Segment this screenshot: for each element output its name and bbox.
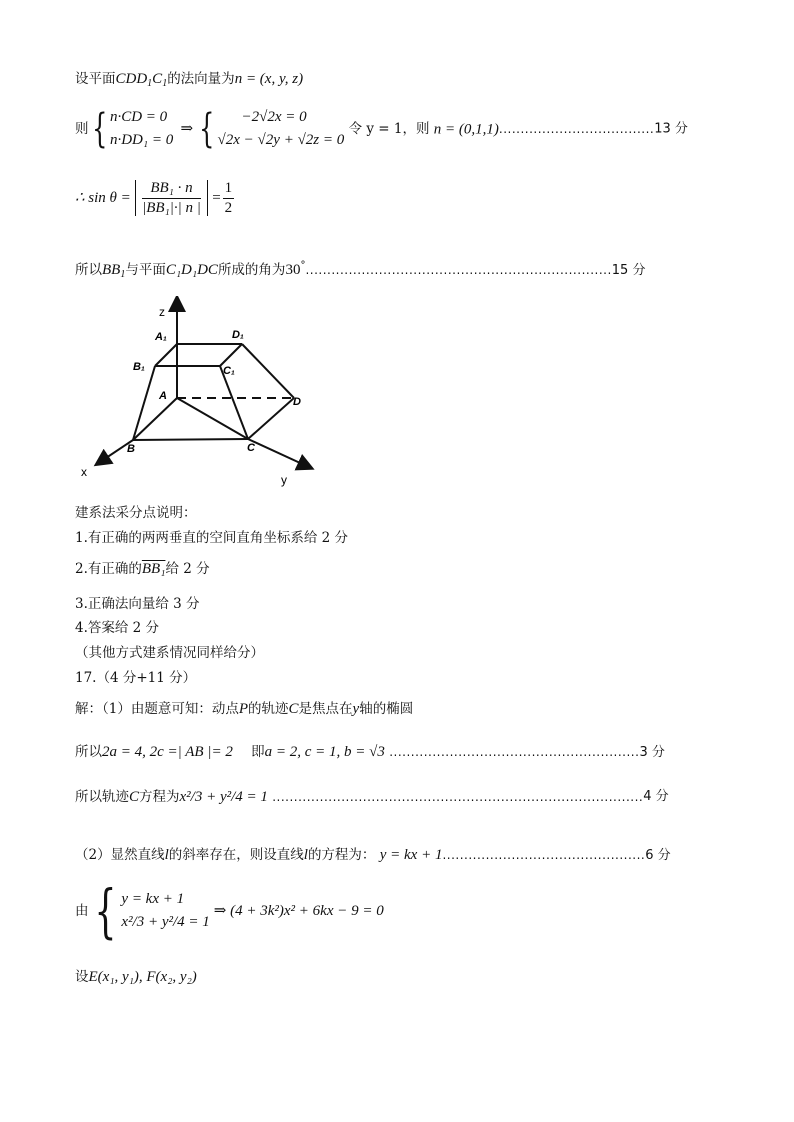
q17-ellipse-equation: 所以轨迹C方程为x²/3 + y²/4 = 1 ......................................................................................4 分 [75, 788, 669, 805]
dot-product-system [110, 106, 173, 153]
score-13: 13 分 [654, 121, 688, 137]
implies-arrow: ⇒ [180, 121, 194, 138]
note-item-4: 4.答案给 2 分 [75, 620, 160, 636]
absolute-value [135, 180, 208, 216]
normal-vector-result: n = (0,1,1) [433, 121, 499, 138]
sine-fraction [142, 180, 201, 216]
angle-conclusion [75, 260, 645, 281]
value-numerator: 1 [223, 180, 235, 199]
points-expr: E(x₁, y₁), F(x₂, y₂) [88, 969, 197, 985]
note-item-2 [75, 560, 210, 578]
segment-bb1: $BB_1$ [102, 262, 126, 280]
note-item-3: 3.正确法向量给 3 分 [75, 596, 200, 612]
quadratic-result: ⇒ (4 + 3k²)x² + 6kx − 9 = 0 [213, 903, 384, 919]
eq-x-zero: −2√2x = 0 [241, 109, 307, 125]
point-B-label: B [127, 443, 135, 455]
point-D-label: D [293, 396, 301, 408]
plane-c1d1dc: C₁D₁DC [165, 262, 218, 278]
text-let-y: 令 y = 1，则 [348, 121, 434, 138]
eq-n-dot-cd: n·CD = 0 [109, 109, 168, 125]
degree-symbol: ° [300, 260, 306, 271]
text-then: 则 [75, 121, 89, 138]
score-4: 4 分 [643, 789, 669, 805]
sine-denominator: |BB₁|·| n | [142, 199, 201, 216]
system-brace: { [93, 877, 117, 945]
score-6: 6 分 [645, 848, 671, 863]
score-dots: ....................................................................... [305, 263, 612, 277]
axis-z-label: z [159, 305, 165, 319]
normal-vector-setup [75, 70, 303, 90]
score-3: 3 分 [639, 745, 665, 760]
q17-system: 由{ y = kx + 1 x²/3 + y²/4 = 1 ⇒ (4 + 3k²)x² + 6kx − 9 = 0 [75, 877, 384, 945]
text-set-plane: 设平面 [75, 71, 116, 87]
score-dots: .......................................................... [389, 745, 640, 759]
value-denominator: 2 [224, 199, 233, 216]
point-D1-label: D₁ [232, 329, 244, 341]
line-ellipse-system [121, 888, 209, 935]
prism-coordinate-diagram [75, 296, 325, 491]
note-other-methods: （其他方式建系情况同样给分） [75, 645, 264, 661]
y-axis [248, 439, 311, 468]
point-P: P [238, 701, 249, 717]
text-normal-vector: 的法向量为 [167, 71, 235, 87]
note-item-2-tail: 给 2 分 [165, 561, 210, 577]
sys-line: y = kx + 1 [121, 890, 185, 907]
q17-part2-line: （2）显然直线l的斜率存在，则设直线l的方程为： y = kx + 1...............................................6 分 [75, 847, 671, 863]
equals-sign: = [212, 190, 221, 206]
eq-y-z: √2x − √2y + √2z = 0 [217, 132, 345, 149]
sys-ellipse: x²/3 + y²/4 = 1 [121, 914, 210, 930]
coordinate-system [218, 106, 345, 153]
right-system-brace: { [199, 106, 215, 153]
score-dots: ............................................... [442, 848, 646, 862]
eq-n-dot-dd1: n·DD₁ = 0 [109, 132, 174, 149]
text-angle-is: 所成的角为 [217, 262, 286, 278]
score-15: 15 分 [611, 263, 646, 278]
line-l: l [164, 847, 169, 863]
angle-value: 30 [285, 262, 301, 278]
axis-y-label: y [281, 473, 287, 487]
line-l-2: l [303, 847, 308, 863]
q17-title: 17.（4 分+11 分） [75, 670, 197, 686]
axis-x-label: x [81, 465, 87, 479]
left-brace: { [91, 106, 107, 153]
point-A-label: A [159, 390, 167, 402]
point-A1-label: A₁ [155, 331, 167, 343]
normal-vector-system [75, 106, 688, 153]
plane-cdd1c1: $CDD_1C_1$ [115, 71, 168, 89]
q17-points-EF: 设E(x₁, y₁), F(x₂, y₂) [75, 969, 197, 985]
normal-vector-expr: n = (x, y, z) [234, 71, 304, 87]
text-and-plane: 与平面 [125, 262, 166, 278]
point-C1-label: C₁ [223, 365, 235, 377]
q17-solution-intro: 解：（1）由题意可知：动点P的轨迹C是焦点在y轴的椭圆 [75, 701, 414, 717]
score-dots: ...................................................................................... [272, 789, 644, 804]
sine-angle-formula [75, 180, 236, 216]
axis-y-var: y [352, 701, 360, 717]
prism-edges [133, 344, 294, 440]
point-B1-label: B₁ [133, 361, 145, 373]
sine-numerator: BB₁ · n [142, 180, 201, 199]
point-C-label: C [247, 442, 255, 454]
score-dots: .................................... [498, 122, 655, 137]
text-so: 所以 [75, 262, 102, 278]
param-expr-2: a = 2, c = 1, b = √3 [264, 744, 385, 760]
therefore-sin: ∴ sin θ = [75, 190, 131, 206]
ellipse-equation: x²/3 + y²/4 = 1 [179, 789, 268, 805]
param-expr-1: 2a = 4, 2c =| AB |= 2 [102, 744, 233, 760]
note-item-2-text: 2.有正确的 [75, 561, 142, 577]
notes-heading: 建系法采分点说明： [75, 505, 197, 521]
trajectory-C: C [288, 701, 299, 717]
note-item-1: 1.有正确的两两垂直的空间直角坐标系给 2 分 [75, 530, 349, 546]
vector-bb1: BB₁ [141, 561, 166, 577]
line-equation: y = kx + 1 [379, 847, 443, 863]
trajectory-C: C [129, 789, 140, 805]
q17-params-line: 所以2a = 4, 2c =| AB |= 2 即a = 2, c = 1, b = √3 ..........................................................3 分 [75, 744, 665, 760]
value-fraction [223, 180, 235, 216]
